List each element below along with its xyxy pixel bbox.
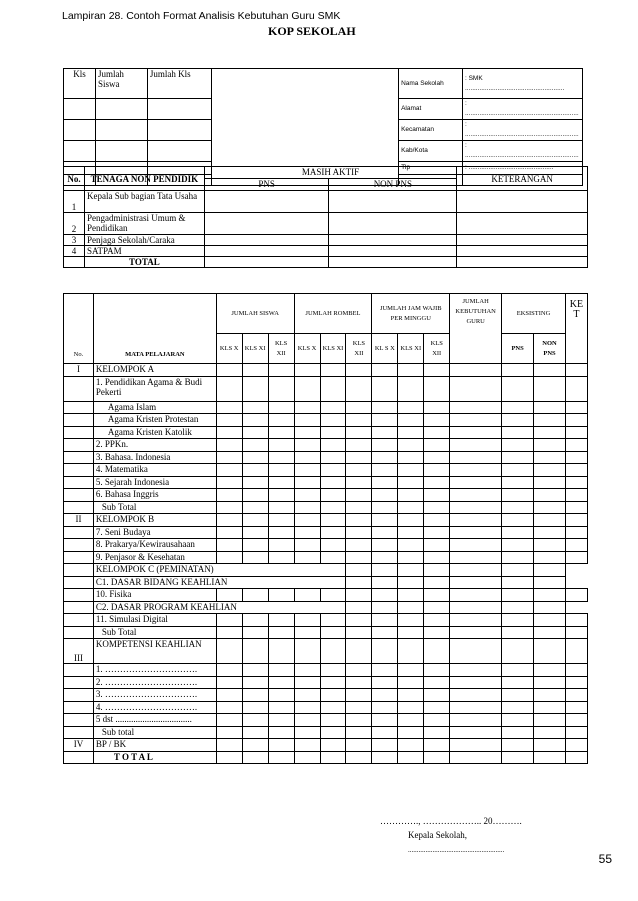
- row-name: Penjaga Sekolah/Caraka: [84, 235, 204, 246]
- header-jumlah-siswa: JUMLAH SISWA: [216, 294, 294, 334]
- row-no: [64, 626, 94, 639]
- subheader-kls: KLS XII: [346, 334, 372, 364]
- row-subject: Sub Total: [93, 626, 216, 639]
- info-value: : ...............................................................: [462, 99, 582, 120]
- row-no: IV: [64, 739, 94, 752]
- table-row: [64, 489, 588, 502]
- row-no: [64, 451, 94, 464]
- table-row: [64, 414, 588, 427]
- page-number: 55: [598, 852, 612, 866]
- header-no: No.: [64, 167, 85, 191]
- row-name: Kepala Sub bagian Tata Usaha: [84, 191, 204, 213]
- info-label: Kab/Kota: [399, 141, 463, 162]
- row-no: [64, 564, 94, 577]
- row-no: [64, 714, 94, 727]
- row-subject: C2. DASAR PROGRAM KEAHLIAN: [93, 601, 346, 614]
- row-no: 2: [64, 213, 85, 235]
- subheader-kls: KL S X: [372, 334, 398, 364]
- signature-title: Kepala Sekolah,: [408, 830, 467, 840]
- row-subject: 2. PPKn.: [93, 439, 216, 452]
- header-ket: KET: [565, 294, 587, 364]
- subheader-kls: KLS XI: [398, 334, 424, 364]
- row-subject: Sub Total: [93, 501, 216, 514]
- info-value: : ...............................................: [462, 162, 582, 175]
- signature-place-date: …………., ……………….. 20……….: [380, 816, 522, 826]
- row-subject: 6. Bahasa Inggris: [93, 489, 216, 502]
- table-row: [64, 714, 588, 727]
- row-subject: T O T A L: [93, 751, 216, 764]
- table-row: [64, 601, 588, 614]
- table-row: [64, 539, 588, 552]
- table-row: [64, 576, 588, 589]
- row-name: Pengadministrasi Umum & Pendidikan: [84, 213, 204, 235]
- table-row: [64, 626, 588, 639]
- table-row: [64, 526, 588, 539]
- row-subject: C1. DASAR BIDANG KEAHLIAN: [93, 576, 346, 589]
- row-subject: 2. ………………………….: [93, 676, 216, 689]
- row-subject: Sub total: [93, 726, 216, 739]
- row-no: [64, 576, 94, 589]
- row-no: II: [64, 514, 94, 527]
- row-name: SATPAM: [84, 246, 204, 257]
- table-row: [64, 751, 588, 764]
- staff-table: [63, 166, 588, 268]
- row-subject: 4. ………………………….: [93, 701, 216, 714]
- header-non-pns: NON PNS: [329, 179, 457, 191]
- row-subject: 8. Prakarya/Kewirausahaan: [93, 539, 216, 552]
- row-no: [64, 414, 94, 427]
- header-eksisting: EKSISTING: [502, 294, 566, 334]
- page-caption: Lampiran 28. Contoh Format Analisis Kebutuhan Guru SMK: [62, 10, 341, 22]
- row-subject: 11. Simulasi Digital: [93, 614, 216, 627]
- header-jumlah-kls: Jumlah Kls: [147, 69, 211, 99]
- header-kebutuhan-guru: JUMLAH KEBUTUHAN GURU: [450, 294, 502, 364]
- table-row: [64, 676, 588, 689]
- kop-sekolah-title: KOP SEKOLAH: [268, 24, 356, 38]
- table-row: [64, 726, 588, 739]
- header-jam-wajib: JUMLAH JAM WAJIB PER MINGGU: [372, 294, 450, 334]
- table-row: [64, 364, 588, 377]
- row-no: [64, 539, 94, 552]
- header-pns: PNS: [204, 179, 329, 191]
- row-subject: 1. ………………………….: [93, 664, 216, 677]
- info-value: : ...............................................................: [462, 141, 582, 162]
- row-no: [64, 526, 94, 539]
- table-row: [64, 464, 588, 477]
- header-mapel: MATA PELAJARAN: [93, 294, 216, 364]
- subheader-kls: KLS XII: [268, 334, 294, 364]
- header-masih-aktif: MASIH AKTIF: [204, 167, 456, 179]
- table-row: [64, 451, 588, 464]
- table-row: [64, 551, 588, 564]
- subheader-kls: KLS XI: [320, 334, 346, 364]
- info-label: Tlp: [399, 162, 463, 175]
- row-subject: 10. Fisika: [93, 589, 216, 602]
- row-total: TOTAL: [84, 257, 204, 268]
- table-row: [64, 701, 588, 714]
- header-jumlah-siswa: Jumlah Siswa: [95, 69, 147, 99]
- table-row: [64, 476, 588, 489]
- row-no: 4: [64, 246, 85, 257]
- table-row: [64, 739, 588, 752]
- header-tenaga: TENAGA NON PENDIDIK: [84, 167, 204, 191]
- row-no: [64, 676, 94, 689]
- table-row: [64, 501, 588, 514]
- table-row: [64, 614, 588, 627]
- table-row: [64, 439, 588, 452]
- table-row: [64, 589, 588, 602]
- row-subject: 1. Pendidikan Agama & Budi Pekerti: [93, 376, 216, 401]
- row-subject: 3. Bahasa. Indonesia: [93, 451, 216, 464]
- row-subject: 4. Matematika: [93, 464, 216, 477]
- subheader-kls: KLS X: [216, 334, 242, 364]
- row-no: [64, 489, 94, 502]
- row-no: [64, 589, 94, 602]
- row-no: [64, 426, 94, 439]
- row-subject: Agama Islam: [93, 401, 216, 414]
- table-row: [64, 514, 588, 527]
- row-no: [64, 501, 94, 514]
- row-no: [64, 664, 94, 677]
- header-no: No.: [64, 294, 94, 364]
- header-keterangan: KETERANGAN: [457, 167, 588, 191]
- table-row: [64, 401, 588, 414]
- row-subject: 9. Penjasor & Kesehatan: [93, 551, 216, 564]
- row-subject: 3. ………………………….: [93, 689, 216, 702]
- row-no: [64, 476, 94, 489]
- row-no: [64, 614, 94, 627]
- row-subject: BP / BK: [93, 739, 216, 752]
- row-no: III: [64, 639, 94, 664]
- row-subject: 5. Sejarah Indonesia: [93, 476, 216, 489]
- info-label: Alamat: [399, 99, 463, 120]
- info-value: : ...............................................................: [462, 120, 582, 141]
- row-subject: Agama Kristen Protestan: [93, 414, 216, 427]
- row-no: [64, 601, 94, 614]
- info-value: : SMK .......................................................: [462, 69, 582, 99]
- subheader-non-pns: NON PNS: [534, 334, 566, 364]
- info-label: Nama Sekolah: [399, 69, 463, 99]
- table-row: [64, 564, 588, 577]
- table-row: [64, 639, 588, 664]
- row-subject: KELOMPOK B: [93, 514, 216, 527]
- subheader-pns: PNS: [502, 334, 534, 364]
- header-jumlah-rombel: JUMLAH ROMBEL: [294, 294, 372, 334]
- row-no: [64, 701, 94, 714]
- subheader-kls: KLS XII: [424, 334, 450, 364]
- row-no: [64, 689, 94, 702]
- info-label: Kecamatan: [399, 120, 463, 141]
- subject-table: [63, 293, 588, 764]
- row-subject: 7. Seni Budaya: [93, 526, 216, 539]
- row-no: 1: [64, 191, 85, 213]
- row-no: [64, 751, 94, 764]
- table-row: [64, 689, 588, 702]
- row-no: 3: [64, 235, 85, 246]
- row-subject: KOMPETENSI KEAHLIAN: [93, 639, 216, 664]
- row-subject: KELOMPOK C (PEMINATAN): [93, 564, 346, 577]
- row-subject: 5 dst ..................................: [93, 714, 216, 727]
- row-no: [64, 551, 94, 564]
- signature-line: .......................................................: [408, 846, 505, 854]
- table-row: [64, 376, 588, 401]
- row-no: [64, 439, 94, 452]
- table-row: [64, 664, 588, 677]
- row-subject: Agama Kristen Katolik: [93, 426, 216, 439]
- table-row: [64, 426, 588, 439]
- subheader-kls: KLS XI: [242, 334, 268, 364]
- row-no: [64, 401, 94, 414]
- row-no: [64, 464, 94, 477]
- row-no: [64, 376, 94, 401]
- header-kls: Kls: [64, 69, 96, 99]
- row-no: [64, 726, 94, 739]
- subheader-kls: KLS X: [294, 334, 320, 364]
- row-no: I: [64, 364, 94, 377]
- row-subject: KELOMPOK A: [93, 364, 216, 377]
